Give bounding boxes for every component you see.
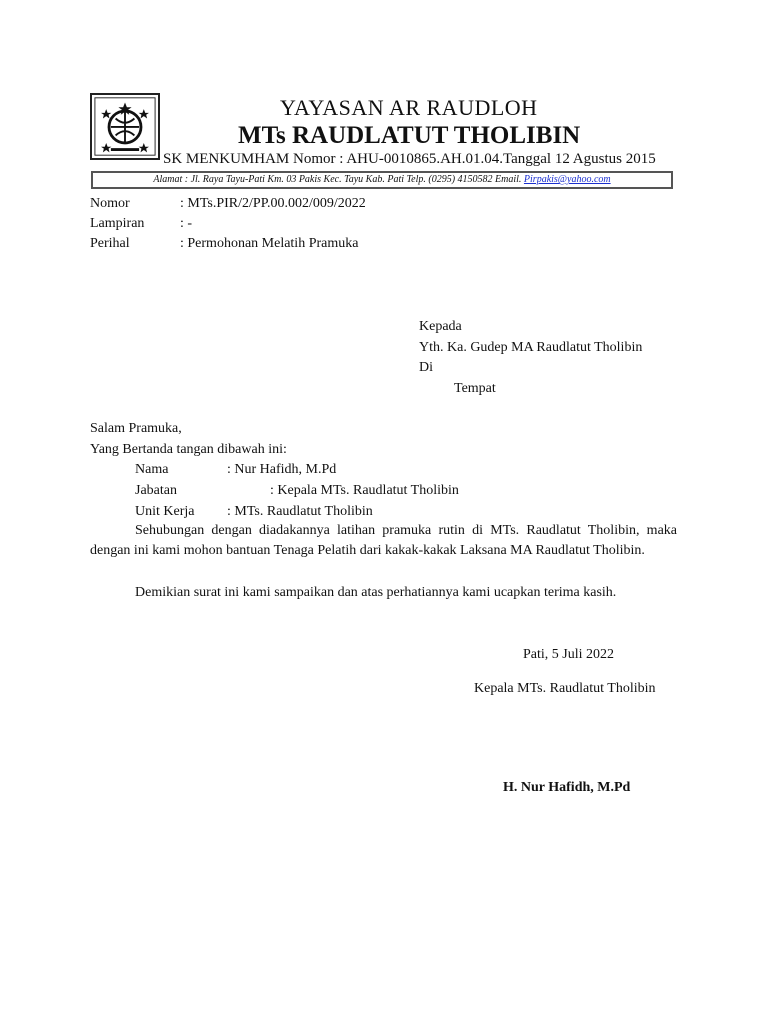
registration-line: SK MENKUMHAM Nomor : AHU-0010865.AH.01.04.Tanggal 12 Agustus 2015	[163, 151, 656, 167]
school-name: MTs RAUDLATUT THOLIBIN	[238, 122, 581, 149]
school-logo	[90, 93, 160, 160]
unit-value: : MTs. Raudlatut Tholibin	[227, 504, 373, 519]
address-text: Alamat : Jl. Raya Tayu-Pati Km. 03 Pakis Kec. Tayu Kab. Pati Telp. (0295) 4150582 Email.	[153, 174, 522, 185]
place-date: Pati, 5 Juli 2022	[523, 647, 615, 662]
greeting: Salam Pramuka,	[90, 421, 182, 436]
nama-label: Nama	[135, 462, 169, 477]
email-link[interactable]: Pirpakis@yahoo.com	[523, 174, 611, 185]
recipient-line-1: Kepada	[419, 319, 462, 334]
lampiran-value: : -	[180, 216, 193, 231]
intro: Yang Bertanda tangan dibawah ini:	[90, 442, 287, 457]
school-crest-icon	[92, 95, 158, 158]
nama-value: : Nur Hafidh, M.Pd	[227, 462, 337, 477]
address-line	[91, 171, 673, 189]
closing-paragraph: Demikian surat ini kami sampaikan dan atas perhatiannya kami ucapkan terima kasih.	[135, 585, 617, 600]
recipient-line-4: Tempat	[454, 381, 496, 396]
nomor-label: Nomor	[90, 196, 130, 211]
organization-name: YAYASAN AR RAUDLOH	[280, 95, 538, 120]
lampiran-label: Lampiran	[90, 216, 145, 231]
recipient-line-2: Yth. Ka. Gudep MA Raudlatut Tholibin	[419, 340, 643, 355]
unit-label: Unit Kerja	[135, 504, 195, 519]
nomor-value: : MTs.PIR/2/PP.00.002/009/2022	[180, 196, 366, 211]
signatory-name: H. Nur Hafidh, M.Pd	[503, 780, 631, 795]
perihal-label: Perihal	[90, 236, 130, 251]
perihal-value: : Permohonan Melatih Pramuka	[180, 236, 359, 251]
signatory-position: Kepala MTs. Raudlatut Tholibin	[474, 681, 656, 696]
jabatan-value: : Kepala MTs. Raudlatut Tholibin	[270, 483, 459, 498]
request-paragraph: Sehubungan dengan diadakannya latihan pramuka rutin di MTs. Raudlatut Tholibin, maka dengan ini kami mohon bantuan Tenaga Pelatih dari kakak-kakak Laksana MA Raudlatut Tholibin.	[90, 523, 677, 558]
jabatan-label: Jabatan	[135, 483, 177, 498]
recipient-line-3: Di	[419, 360, 433, 375]
